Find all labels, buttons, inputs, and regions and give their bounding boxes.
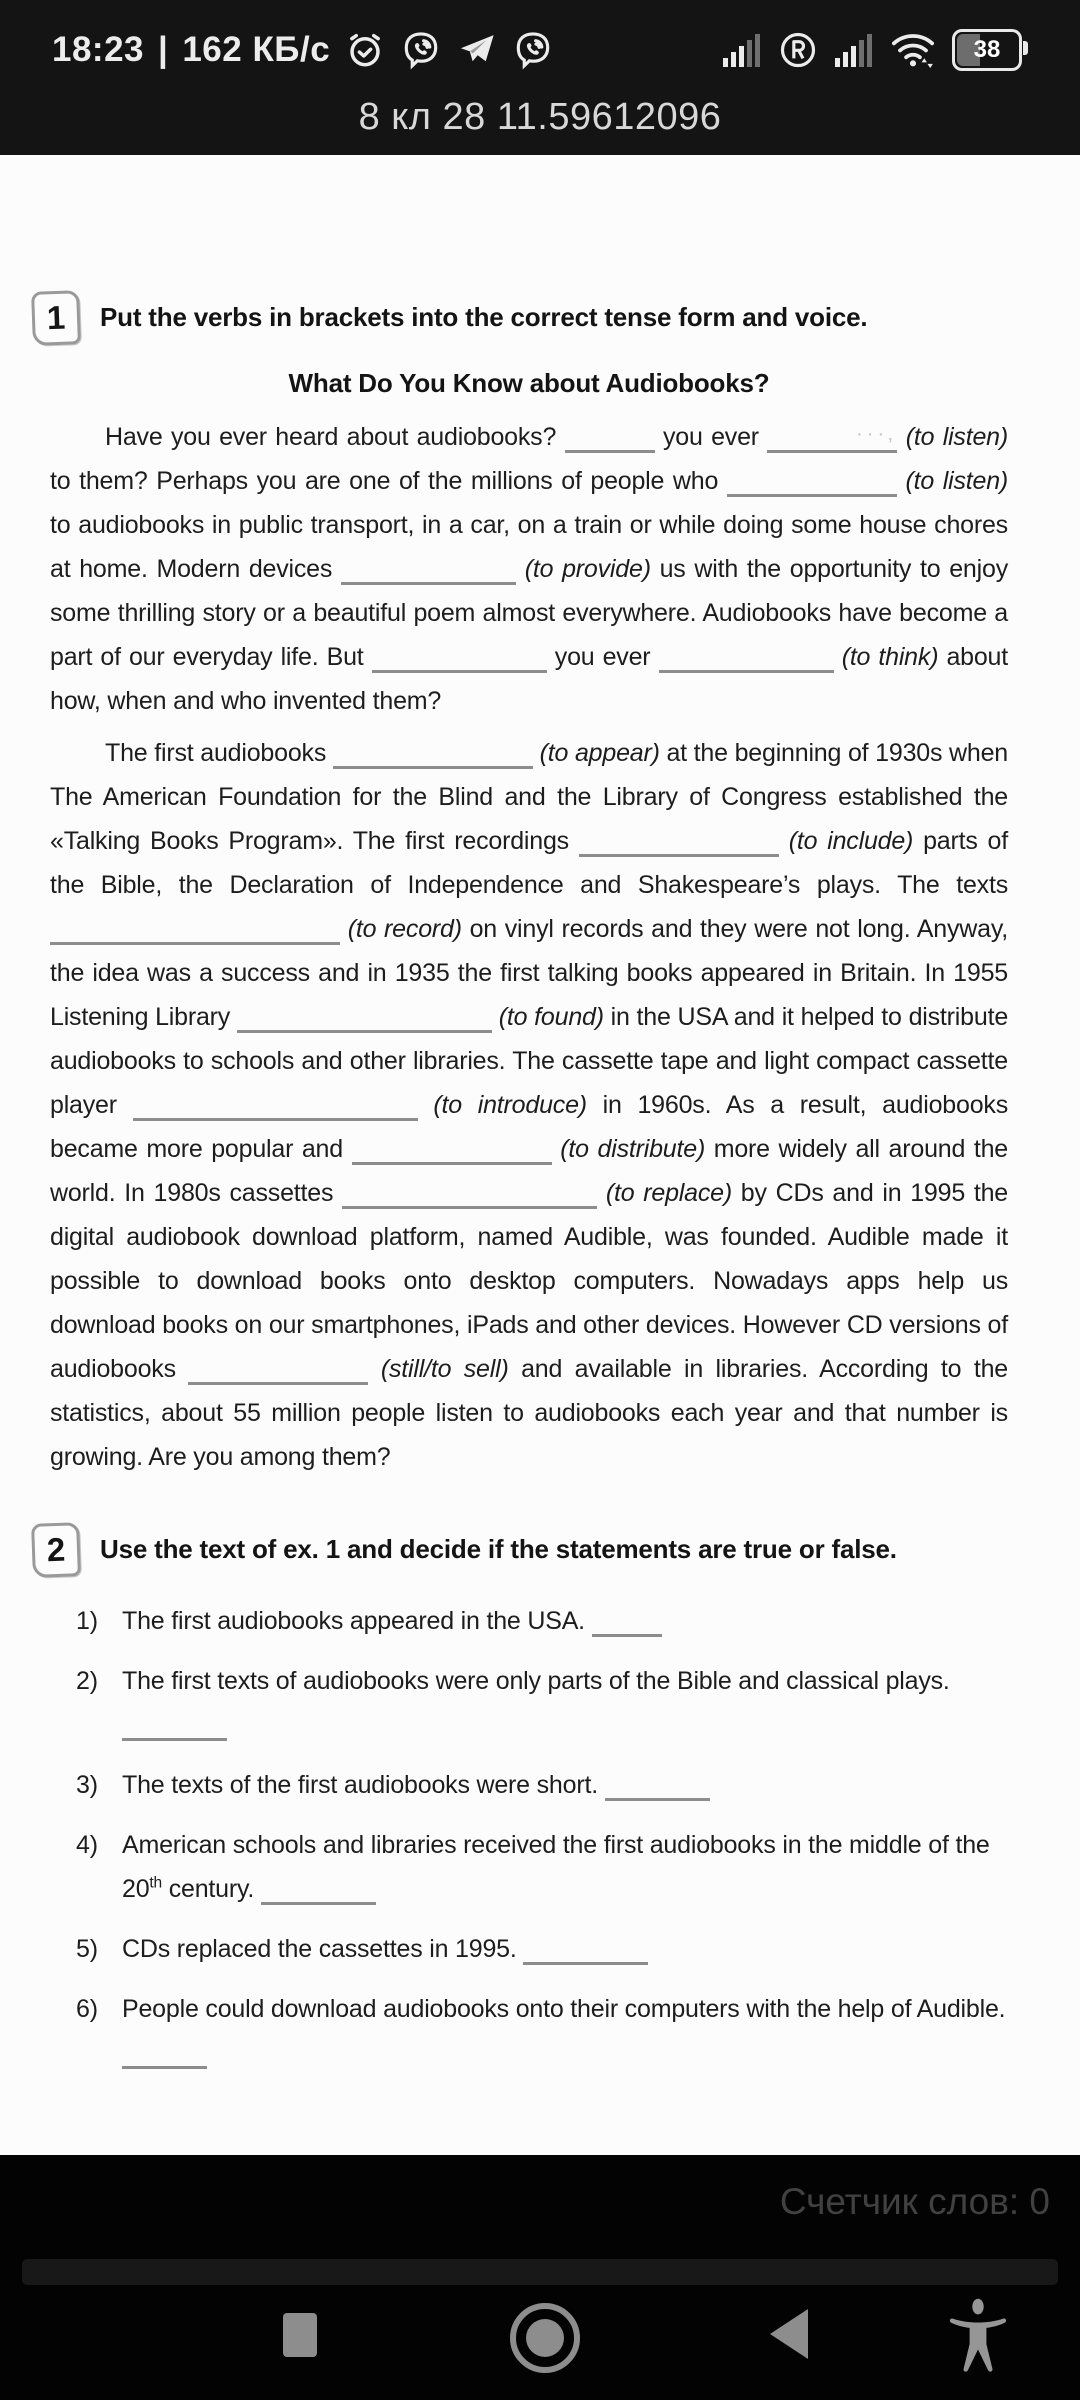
- answer-blank: [341, 552, 516, 585]
- alarm-icon: [344, 29, 386, 71]
- verb-hint: (to found): [498, 1003, 604, 1031]
- text-subtitle: What Do You Know about Audiobooks?: [288, 368, 770, 398]
- answer-blank: [122, 2036, 207, 2069]
- list-item: [76, 1823, 1008, 1911]
- answer-blank: [188, 1352, 368, 1385]
- exercise-2-section: [46, 1523, 1008, 2075]
- answer-blank: [342, 1176, 597, 1209]
- back-button[interactable]: [770, 2309, 808, 2359]
- recents-icon: [283, 2313, 317, 2357]
- exercise-2-instruction: Use the text of ex. 1 and decide if the statements are true or false.: [100, 1534, 897, 1564]
- document-title: 8 кл 28 11.59612096: [358, 96, 722, 138]
- paragraph-1: Have you ever heard about audiobooks? you ever ···‚ (to listen) to them? Perhaps you are one of the millions of people who (to listen) to audiobooks in public transport, in a car, on a train or while doing some house chores at home. Modern devices (to provide) us with the opportunity to enjoy some thrilling story or a beautiful poem almost everywhere. Audiobooks have become a part of our everyday life. But you ever (to think) about how, when and who invented them?: [50, 415, 1008, 723]
- status-bar: [0, 22, 1080, 78]
- answer-blank: [372, 640, 547, 673]
- verb-hint: (to provide): [524, 555, 651, 583]
- accessibility-icon: [942, 2297, 1014, 2380]
- list-item: [76, 1987, 1008, 2075]
- answer-blank: [579, 824, 779, 857]
- verb-hint: (to think): [841, 643, 939, 671]
- verb-hint: (still/to sell): [380, 1355, 509, 1383]
- exercise-2-number-badge: 2: [31, 1522, 81, 1578]
- verb-hint: (to appear): [539, 739, 660, 767]
- answer-blank: [565, 420, 655, 453]
- verb-hint: (to listen): [905, 467, 1009, 495]
- verb-hint: (to introduce): [433, 1091, 587, 1119]
- item-number: 1): [76, 1607, 98, 1635]
- item-number: 2): [76, 1667, 98, 1695]
- answer-blank: [133, 1088, 418, 1121]
- viber-icon-2: [512, 29, 554, 71]
- answer-blank: [333, 736, 533, 769]
- true-false-list: [50, 1599, 1008, 2075]
- answer-blank: [659, 640, 834, 673]
- item-number: 3): [76, 1771, 98, 1799]
- status-right-group: [722, 29, 1080, 71]
- list-item: [76, 1659, 1008, 1747]
- signal-bars-icon-1: [722, 32, 762, 68]
- word-counter: Счетчик слов: 0: [779, 2181, 1050, 2222]
- answer-blank: [122, 1708, 227, 1741]
- answer-blank: [592, 1604, 662, 1637]
- network-speed: 162 КБ/с: [182, 30, 331, 69]
- item-text: People could download audiobooks onto their computers with the help of Audible.: [122, 1987, 1008, 2075]
- telegram-icon: [456, 29, 498, 71]
- answer-blank: [237, 1000, 492, 1033]
- superscript: th: [149, 1874, 162, 1892]
- item-text: The first texts of audiobooks were only parts of the Bible and classical plays.: [122, 1659, 1008, 1747]
- exercise-2-header: [46, 1523, 1008, 1577]
- back-icon: [770, 2309, 808, 2359]
- answer-blank: [767, 420, 897, 453]
- exercise-1-header: [46, 291, 1008, 345]
- status-separator: |: [158, 30, 169, 69]
- android-navbar: [0, 2295, 1080, 2385]
- item-text: American schools and libraries received the first audiobooks in the middle of the 20th century.: [122, 1831, 990, 1903]
- document-page[interactable]: [0, 155, 1080, 2155]
- battery-icon: [952, 29, 1022, 71]
- viber-icon: [400, 29, 442, 71]
- home-button[interactable]: [510, 2303, 580, 2373]
- verb-hint: (to replace): [605, 1179, 732, 1207]
- accessibility-button[interactable]: [942, 2297, 1014, 2380]
- bottom-bar: [0, 2155, 1080, 2400]
- item-number: 5): [76, 1935, 98, 1963]
- verb-hint: (to record): [347, 915, 462, 943]
- signal-bars-icon-2: [834, 32, 874, 68]
- wifi-icon: [890, 29, 936, 71]
- answer-blank: [605, 1768, 710, 1801]
- item-number: 4): [76, 1831, 98, 1859]
- document-content: [0, 155, 1080, 2075]
- top-bar[interactable]: [0, 0, 1080, 155]
- roaming-icon: [778, 30, 818, 70]
- answer-blank: [261, 1872, 376, 1905]
- verb-hint: (to distribute): [560, 1135, 706, 1163]
- answer-blank: [352, 1132, 552, 1165]
- battery-nub: [1023, 41, 1028, 55]
- item-number: 6): [76, 1995, 98, 2023]
- clock-time: 18:23: [52, 30, 145, 69]
- item-text: The texts of the first audiobooks were short.: [122, 1763, 1008, 1807]
- exercise-1-instruction: Put the verbs in brackets into the correct tense form and voice.: [100, 302, 868, 332]
- exercise-1-number-badge: 1: [31, 290, 81, 346]
- answer-blank: [50, 912, 340, 945]
- answer-blank: [523, 1932, 648, 1965]
- list-item: [76, 1599, 1008, 1643]
- status-left-group: [0, 29, 554, 71]
- battery-percent: 38: [973, 36, 1001, 63]
- list-item: [76, 1927, 1008, 1971]
- home-icon: [510, 2303, 580, 2373]
- verb-hint: (to listen): [905, 423, 1009, 451]
- toolbar-strip: [22, 2259, 1058, 2285]
- recents-button[interactable]: [283, 2313, 317, 2357]
- verb-hint: (to include): [788, 827, 914, 855]
- item-text: CDs replaced the cassettes in 1995.: [122, 1927, 1008, 1971]
- paragraph-2: The first audiobooks (to appear) at the beginning of 1930s when The American Foundation for the Blind and the Library of Congress established the «Talking Books Program». The first recordings (to include) parts of the Bible, the Declaration of Independence and Shakespeare’s plays. The texts (to record) on vinyl records and they were not long. Anyway, the idea was a success and in 1935 the first talking books appeared in Britain. In 1955 Listening Library (to found) in the USA and it helped to distribute audiobooks to schools and other libraries. The cassette tape and light compact cassette player (to introduce) in 1960s. As a result, audiobooks became more popular and (to distribute) more widely all around the world. In 1980s cassettes (to replace) by CDs and in 1995 the digital audiobook download platform, named Audible, was founded. Audible made it possible to download books onto desktop computers. Nowadays apps help us download books on our smartphones, iPads and other devices. However CD versions of audiobooks (still/to sell) and available in libraries. According to the statistics, about 55 million people listen to audiobooks each year and that number is growing. Are you among them?: [50, 731, 1008, 1479]
- answer-blank: [727, 464, 897, 497]
- item-text: The first audiobooks appeared in the USA.: [122, 1599, 1008, 1643]
- list-item: [76, 1763, 1008, 1807]
